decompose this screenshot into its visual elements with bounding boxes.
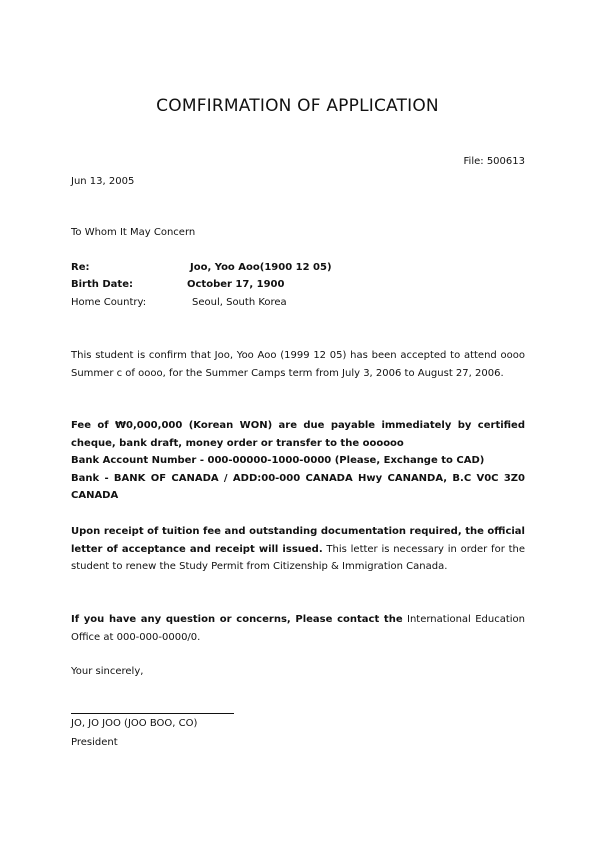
bank-address: Bank - BANK OF CANADA / ADD:00-000 CANADA Hwy CANANDA, B.C V0C 3Z0 CANADA (71, 472, 525, 502)
re-value: Joo, Yoo Aoo(1900 12 05) (190, 262, 332, 273)
salutation: To Whom It May Concern (71, 227, 196, 238)
signatory-name: JO, JO JOO (JOO BOO, CO) (71, 718, 198, 729)
receipt-paragraph (71, 523, 525, 576)
birth-date-value: October 17, 1900 (187, 279, 285, 290)
contact-bold-text: If you have any question or concerns, Please contact the (71, 614, 403, 625)
contact-paragraph (71, 611, 525, 646)
home-country-value: Seoul, South Korea (192, 297, 287, 308)
receipt-normal-text: This letter is necessary in order for the student to renew the Study Permit from Citizenship & Immigration Canada. (71, 543, 525, 573)
fee-paragraph (71, 417, 525, 505)
letter-title: COMFIRMATION OF APPLICATION (156, 96, 439, 116)
home-country-label: Home Country: (71, 297, 147, 308)
bank-account-number: Bank Account Number - 000-00000-1000-0000 (Please, Exchange to CAD) (71, 455, 485, 467)
re-label: Re: (71, 262, 90, 273)
receipt-bold-text: Upon receipt of tuition fee and outstanding documentation required, the official letter of acceptance and receipt will issued. (71, 526, 525, 555)
file-reference: File: 500613 (463, 156, 525, 167)
fee-statement: Fee of ₩0,000,000 (Korean WON) are due payable immediately by certified cheque, bank draft, money order or transfer to the oooooo (71, 420, 525, 449)
signature-line (71, 713, 234, 714)
signatory-title: President (71, 737, 118, 748)
contact-normal-text: International Education Office at 000-000-0000/0. (71, 614, 526, 643)
closing: Your sincerely, (71, 666, 144, 677)
letter-date: Jun 13, 2005 (71, 176, 135, 187)
birth-date-label: Birth Date: (71, 279, 133, 290)
acceptance-paragraph: This student is confirm that Joo, Yoo Aoo (1999 12 05) has been accepted to attend oooo Summer c of oooo, for the Summer Camps term from July 3, 2006 to August 27, 2006. (71, 350, 525, 379)
